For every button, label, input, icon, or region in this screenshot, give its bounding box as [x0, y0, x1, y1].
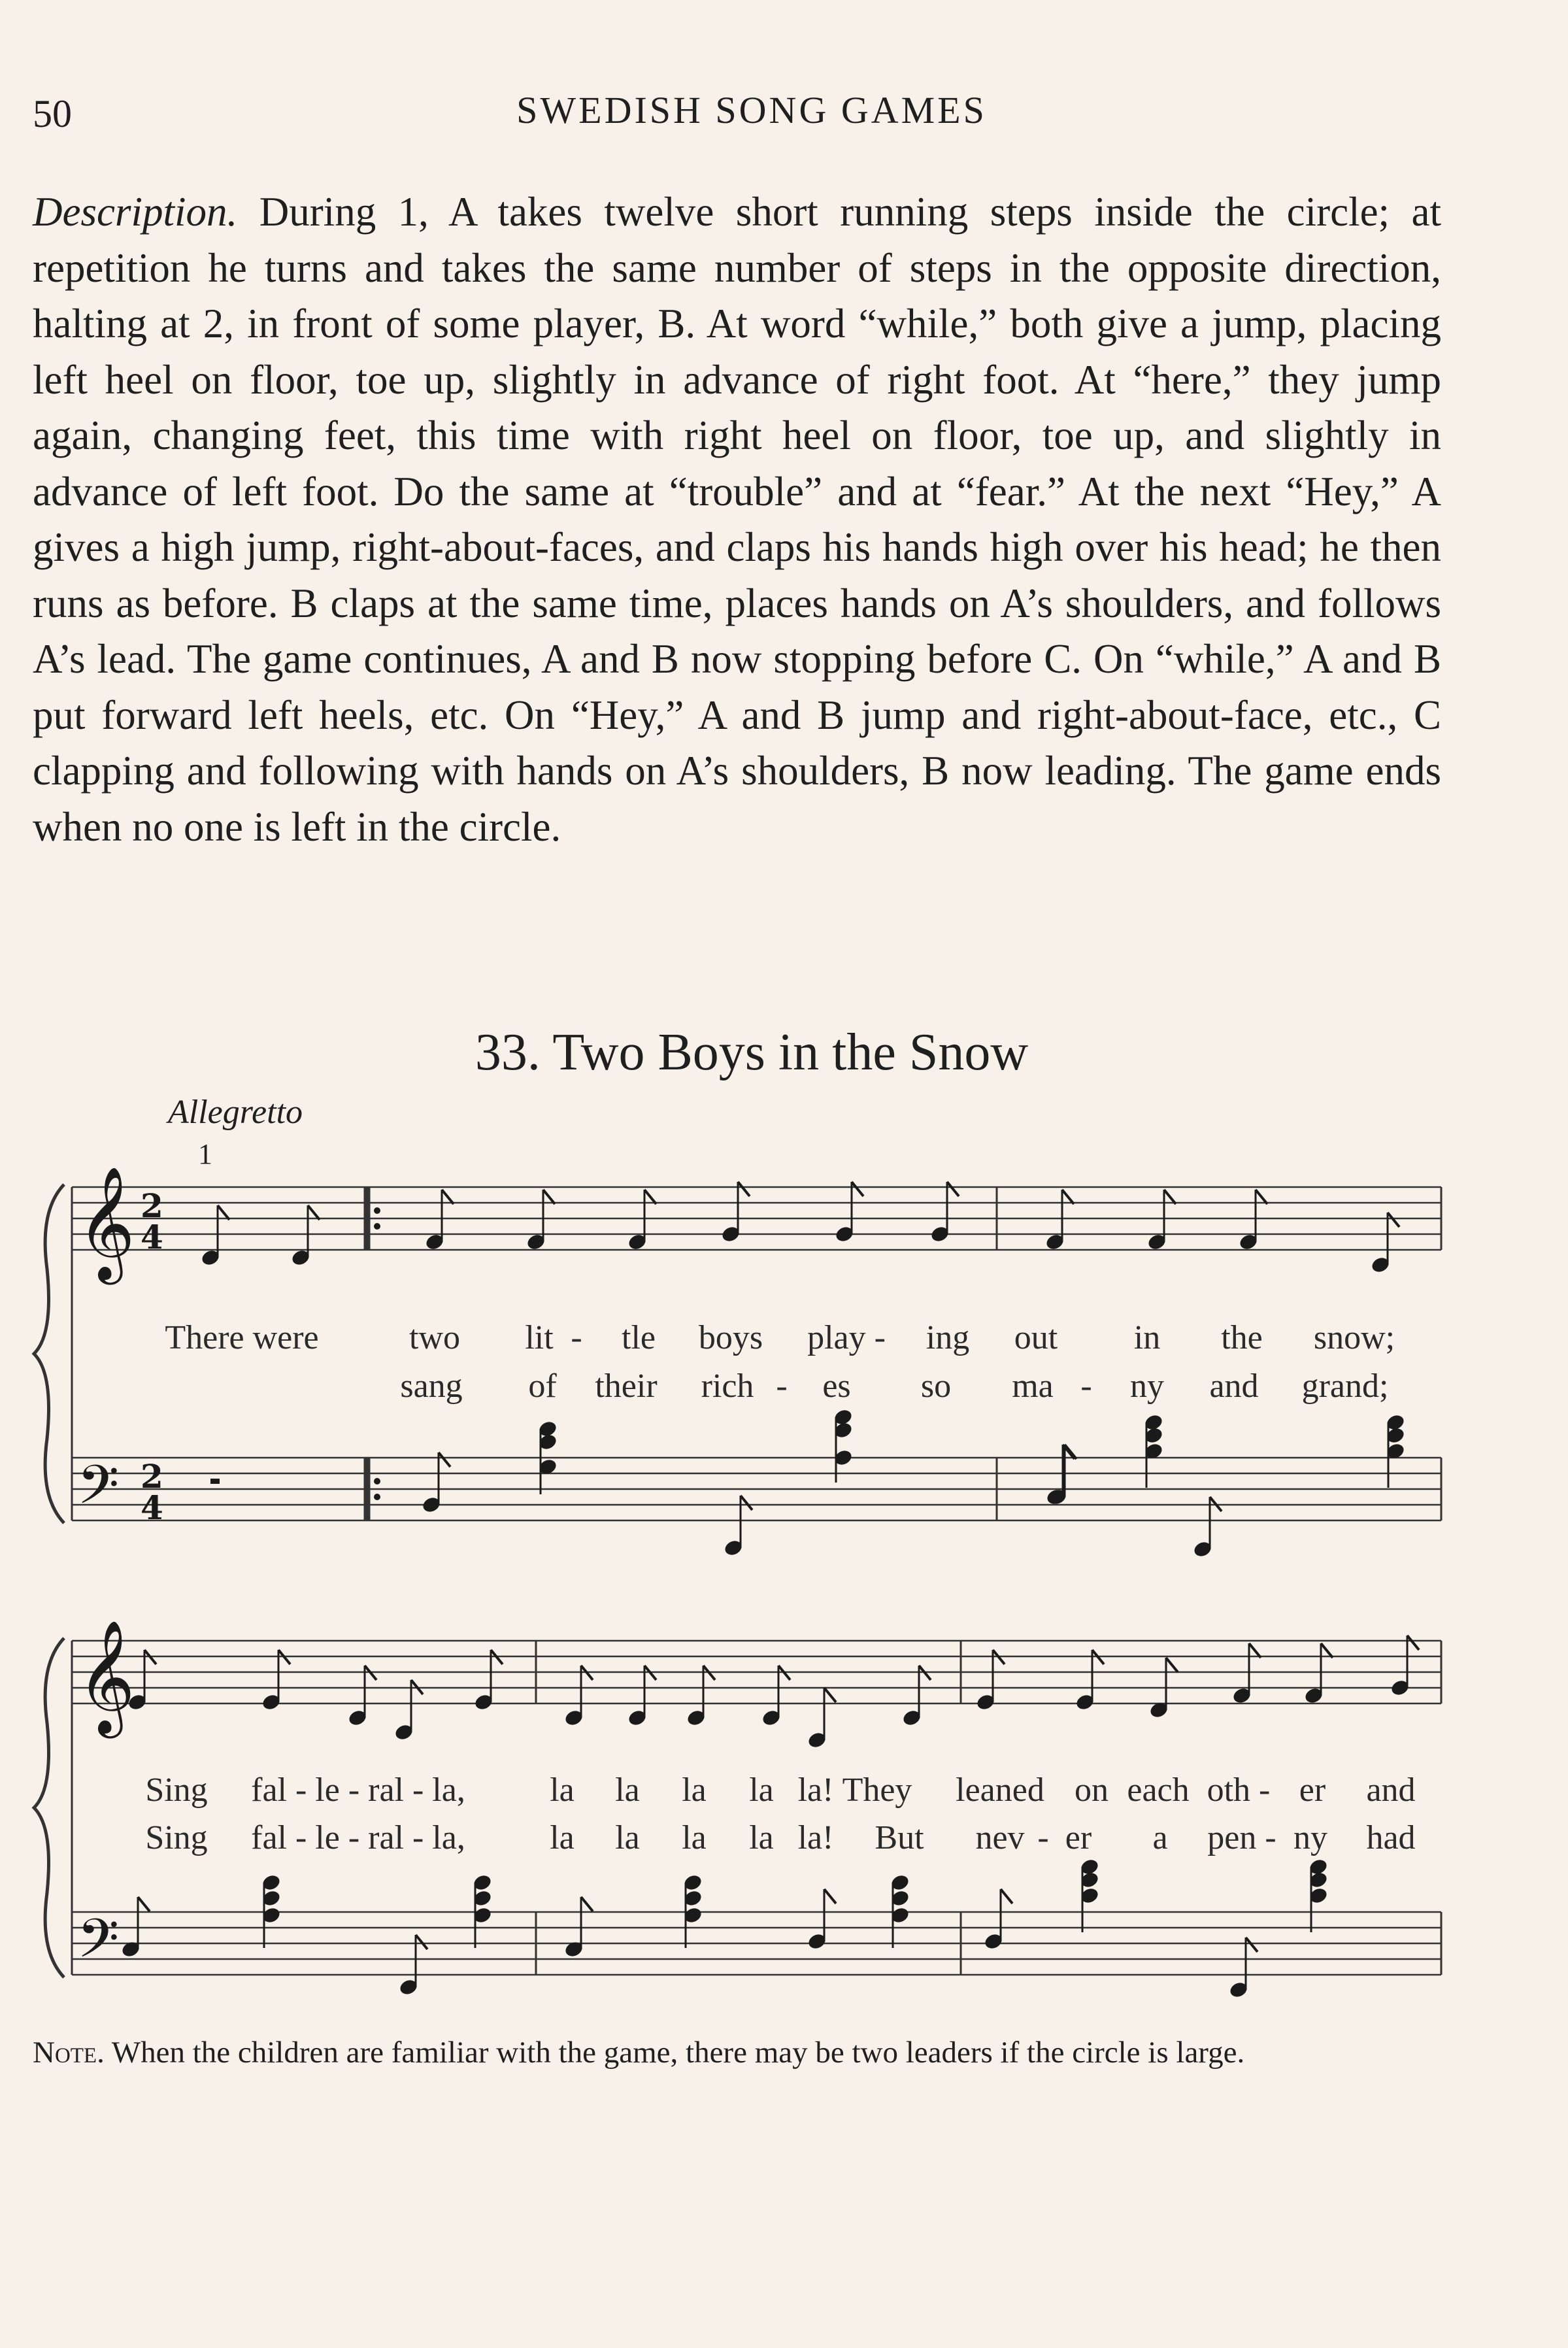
- tempo-marking: Allegretto: [168, 1094, 303, 1131]
- lyric-syllable: la!: [797, 1771, 834, 1809]
- treble-clef-icon: 𝄞: [77, 1166, 135, 1280]
- repeat-dot: [374, 1478, 380, 1484]
- lyric-syllable: their: [595, 1367, 658, 1405]
- lyric-syllable: in: [1133, 1319, 1161, 1356]
- note-flag: [1246, 1937, 1258, 1952]
- lyric-syllable: la: [682, 1819, 707, 1856]
- note-flag: [442, 1190, 454, 1204]
- lyric-syllable: of: [528, 1367, 557, 1405]
- note-flag: [543, 1190, 555, 1204]
- lyric-syllable: out: [1014, 1319, 1058, 1356]
- lyric-syllable: Sing: [145, 1771, 208, 1809]
- lyric-syllable: -: [1080, 1367, 1092, 1405]
- note-flag: [741, 1496, 752, 1510]
- notes: [120, 1182, 1419, 2000]
- note-flag: [439, 1452, 450, 1467]
- note-flag: [1256, 1190, 1267, 1204]
- lyric-syllable: leaned: [956, 1771, 1044, 1809]
- note-flag: [1249, 1643, 1261, 1658]
- lyric-syllable: had: [1366, 1819, 1416, 1856]
- lyric-syllable: the: [1221, 1319, 1263, 1356]
- note-flag: [138, 1897, 150, 1911]
- lyric-syllable: fal - le - ral - la,: [251, 1819, 465, 1856]
- page-number: 50: [33, 92, 72, 135]
- lyric-syllable: each: [1127, 1771, 1190, 1809]
- note-flag: [947, 1182, 959, 1196]
- lyric-syllable: grand;: [1301, 1367, 1389, 1405]
- repeat-dot: [374, 1494, 380, 1500]
- lyric-syllable: la: [749, 1771, 774, 1809]
- description-text: During 1, A takes twelve short running steps inside the circle; at repetition he turns and takes the same number of steps in the opposite direction, halting at 2, in front of some player, B. At word “while,” both give a jump, placing left heel on floor, toe up, slightly in advance of right foot. At “here,” they jump again, changing feet, this time with right heel on floor, toe up, and slightly in advance of left foot. Do the same at “trouble” and at “fear.” At the next “Hey,” A gives a high jump, right-about-faces, and claps his hands high over his head; he then runs as before. B claps at the same time, places hands on A’s shoulders, and follows A’s lead. The game continues, A and B now stopping before C. On “while,” A and B put forward left heels, etc. On “Hey,” A and B jump and right-about-face, etc., C clapping and following with hands on A’s shoulders, B now leading. The game ends when no one is left in the circle.: [33, 189, 1442, 850]
- lyric-syllable: ma: [1012, 1367, 1054, 1405]
- lyric-syllable: -: [776, 1367, 788, 1405]
- note-flag: [218, 1205, 229, 1220]
- lyric-syllable: on: [1075, 1771, 1109, 1809]
- lyric-syllable: sang: [400, 1367, 463, 1405]
- lyric-syllable: la: [682, 1771, 707, 1809]
- note-flag: [1407, 1635, 1419, 1650]
- bass-clef-icon: 𝄢: [77, 1907, 120, 1983]
- clefs-and-signatures: [77, 1166, 220, 1983]
- note-flag: [416, 1935, 427, 1949]
- time-signature-top: 2: [141, 1186, 163, 1225]
- lyric-syllable: -: [1037, 1819, 1049, 1856]
- lyric-syllable: and: [1209, 1367, 1259, 1405]
- lyric-syllable: la: [749, 1819, 774, 1856]
- note-flag: [1164, 1190, 1176, 1204]
- note-flag: [581, 1897, 593, 1911]
- lyrics: [145, 1319, 1415, 1856]
- lyric-syllable: pen -: [1207, 1819, 1276, 1856]
- note-flag: [1166, 1658, 1178, 1672]
- repeat-dot: [374, 1223, 380, 1230]
- brace: [34, 1638, 64, 1977]
- staff-lines: [34, 1184, 1441, 1977]
- note-flag: [738, 1182, 750, 1196]
- lyric-syllable: -: [571, 1319, 582, 1356]
- note-flag: [1001, 1889, 1012, 1904]
- note-flag: [1065, 1445, 1076, 1459]
- time-signature-bottom: 4: [141, 1218, 163, 1256]
- treble-clef-icon: 𝄞: [77, 1620, 135, 1734]
- description-lead: Description.: [33, 189, 238, 235]
- note-flag: [824, 1889, 836, 1904]
- lyric-syllable: la!: [797, 1819, 834, 1856]
- lyric-syllable: la: [550, 1819, 575, 1856]
- note-flag: [1321, 1643, 1333, 1658]
- brace: [34, 1184, 64, 1523]
- lyric-syllable: a: [1152, 1819, 1168, 1856]
- repeat-dot: [374, 1207, 380, 1214]
- lyric-syllable: play -: [807, 1319, 886, 1356]
- lyric-syllable: la: [550, 1771, 575, 1809]
- note-flag: [1388, 1213, 1399, 1227]
- lyric-syllable: and: [1366, 1771, 1416, 1809]
- note-paragraph: [33, 2030, 1441, 2075]
- lyric-syllable: es: [822, 1367, 851, 1405]
- time-signature-bottom: 4: [141, 1488, 163, 1527]
- lyric-syllable: ny: [1293, 1819, 1327, 1856]
- note-flag: [1062, 1190, 1074, 1204]
- lyric-syllable: so: [920, 1367, 952, 1405]
- lyric-syllable: snow;: [1313, 1319, 1395, 1356]
- note-flag: [852, 1182, 863, 1196]
- lyric-syllable: nev: [975, 1819, 1025, 1856]
- song-title: 33. Two Boys in the Snow: [475, 1024, 1029, 1081]
- lyric-syllable: tle: [622, 1319, 656, 1356]
- lyric-syllable: la: [615, 1771, 640, 1809]
- note-flag: [644, 1190, 656, 1204]
- lyric-syllable: They: [842, 1771, 912, 1809]
- lyric-syllable: oth -: [1207, 1771, 1271, 1809]
- lyric-syllable: two: [409, 1319, 460, 1356]
- lyric-syllable: er: [1299, 1771, 1326, 1809]
- lyric-syllable: There were: [165, 1319, 319, 1356]
- note-flag: [824, 1688, 836, 1702]
- lyric-syllable: fal - le - ral - la,: [251, 1771, 465, 1809]
- lyric-syllable: ing: [926, 1319, 970, 1356]
- note-text: When the children are familiar with the game, there may be two leaders if the circle is large.: [111, 2036, 1245, 2070]
- time-signature-top: 2: [141, 1457, 163, 1496]
- measure-marker: 1: [198, 1138, 212, 1170]
- lyric-syllable: er: [1065, 1819, 1092, 1856]
- lyric-syllable: Sing: [145, 1819, 208, 1856]
- bass-clef-icon: 𝄢: [77, 1453, 120, 1530]
- note-flag: [308, 1205, 320, 1220]
- lyric-syllable: la: [615, 1819, 640, 1856]
- lyric-syllable: ny: [1130, 1367, 1164, 1405]
- lyric-syllable: boys: [698, 1319, 763, 1356]
- lyric-syllable: rich: [701, 1367, 754, 1405]
- eighth-rest-icon: [210, 1479, 220, 1484]
- lyric-syllable: But: [875, 1819, 924, 1856]
- lyric-syllable: lit: [525, 1319, 554, 1356]
- running-head: SWEDISH SONG GAMES: [516, 89, 987, 131]
- note-label: Note.: [33, 2036, 105, 2070]
